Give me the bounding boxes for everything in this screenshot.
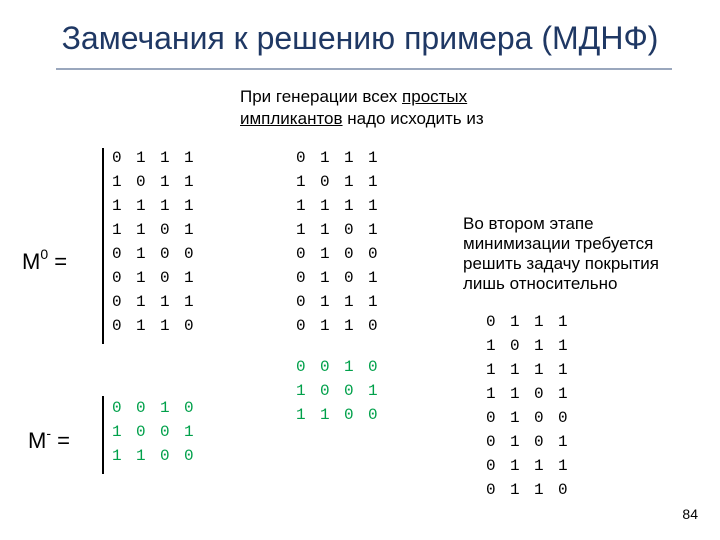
union-black-row — [296, 290, 392, 314]
union-black-cell: 1 — [344, 293, 354, 311]
m0-cell: 1 — [160, 149, 170, 167]
m0-cell: 0 — [112, 293, 122, 311]
m0-cell: 1 — [184, 197, 194, 215]
union-green-cell: 1 — [368, 382, 378, 400]
union-black-cell: 0 — [368, 245, 378, 263]
cover-cell: 1 — [510, 385, 520, 403]
mminus-label-sup: - — [46, 425, 51, 441]
m0-cell: 1 — [184, 173, 194, 191]
union-black-cell: 1 — [368, 269, 378, 287]
cover-cell: 0 — [558, 481, 568, 499]
cover-row — [486, 382, 582, 406]
cover-cell: 1 — [534, 337, 544, 355]
m0-cell: 1 — [136, 269, 146, 287]
union-black-cell: 0 — [320, 173, 330, 191]
note-top-prefix: При генерации всех — [240, 87, 403, 106]
union-black-cell: 1 — [320, 269, 330, 287]
title-divider — [56, 68, 672, 70]
union-green-cell: 0 — [320, 358, 330, 376]
union-black-cell: 1 — [296, 221, 306, 239]
cover-cell: 1 — [534, 457, 544, 475]
union-matrix-green — [296, 355, 392, 427]
m0-cell: 0 — [112, 317, 122, 335]
union-black-cell: 0 — [344, 269, 354, 287]
union-black-cell: 1 — [320, 245, 330, 263]
union-matrix-black — [296, 146, 392, 338]
union-black-cell: 1 — [320, 149, 330, 167]
union-black-cell: 1 — [320, 317, 330, 335]
m0-row — [112, 266, 208, 290]
union-black-cell: 0 — [344, 221, 354, 239]
cover-row — [486, 358, 582, 382]
mminus-cell: 1 — [160, 399, 170, 417]
cover-cell: 0 — [510, 337, 520, 355]
union-black-cell: 0 — [296, 269, 306, 287]
page-number: 84 — [682, 506, 698, 522]
mminus-cell: 0 — [184, 447, 194, 465]
m0-row — [112, 290, 208, 314]
union-black-row — [296, 170, 392, 194]
cover-cell: 0 — [486, 481, 496, 499]
cover-cell: 1 — [558, 385, 568, 403]
union-black-cell: 1 — [296, 173, 306, 191]
union-black-cell: 1 — [320, 221, 330, 239]
m0-cell: 0 — [136, 173, 146, 191]
m0-row — [112, 314, 208, 338]
union-green-cell: 0 — [344, 382, 354, 400]
cover-cell: 1 — [534, 361, 544, 379]
mminus-row — [112, 444, 208, 468]
m0-matrix — [112, 146, 208, 338]
cover-cell: 1 — [510, 433, 520, 451]
m0-cell: 0 — [112, 269, 122, 287]
cover-row — [486, 430, 582, 454]
mminus-left-bar — [102, 396, 104, 474]
union-black-cell: 0 — [296, 317, 306, 335]
union-black-cell: 1 — [344, 149, 354, 167]
mminus-cell: 0 — [136, 399, 146, 417]
union-black-cell: 0 — [296, 293, 306, 311]
cover-cell: 1 — [510, 313, 520, 331]
cover-row — [486, 334, 582, 358]
union-black-cell: 0 — [344, 245, 354, 263]
m0-cell: 1 — [112, 173, 122, 191]
mminus-row — [112, 420, 208, 444]
m0-cell: 0 — [184, 317, 194, 335]
cover-cell: 0 — [558, 409, 568, 427]
union-black-cell: 0 — [368, 317, 378, 335]
cover-cell: 1 — [558, 337, 568, 355]
mminus-cell: 0 — [160, 423, 170, 441]
m0-cell: 1 — [184, 221, 194, 239]
cover-cell: 0 — [534, 385, 544, 403]
cover-row — [486, 454, 582, 478]
m0-cell: 1 — [136, 245, 146, 263]
union-green-cell: 0 — [368, 358, 378, 376]
mminus-label-base: M — [28, 428, 47, 453]
note-top — [240, 86, 484, 130]
union-green-cell: 0 — [368, 406, 378, 424]
m0-cell: 0 — [112, 149, 122, 167]
m0-cell: 0 — [160, 245, 170, 263]
union-green-row — [296, 403, 392, 427]
cover-cell: 0 — [486, 433, 496, 451]
union-black-cell: 1 — [344, 197, 354, 215]
m0-cell: 1 — [136, 149, 146, 167]
m0-row — [112, 170, 208, 194]
cover-cell: 1 — [534, 313, 544, 331]
m0-cell: 1 — [136, 221, 146, 239]
cover-cell: 1 — [558, 313, 568, 331]
m0-cell: 1 — [160, 317, 170, 335]
cover-cell: 0 — [486, 409, 496, 427]
union-black-cell: 0 — [296, 245, 306, 263]
m0-cell: 1 — [136, 317, 146, 335]
union-black-cell: 1 — [368, 173, 378, 191]
m0-label-eq: = — [48, 249, 68, 274]
m0-cell: 1 — [184, 293, 194, 311]
mminus-cell: 1 — [184, 423, 194, 441]
union-black-cell: 1 — [368, 221, 378, 239]
mminus-label — [28, 425, 70, 454]
union-black-cell: 1 — [296, 197, 306, 215]
cover-row — [486, 478, 582, 502]
union-black-row — [296, 314, 392, 338]
cover-cell: 1 — [510, 409, 520, 427]
note-right-line-4: лишь относительно — [463, 274, 618, 293]
cover-cell: 1 — [510, 481, 520, 499]
note-right-line-2: минимизации требуется — [463, 234, 654, 253]
cover-cell: 0 — [534, 409, 544, 427]
union-green-cell: 0 — [344, 406, 354, 424]
union-black-cell: 1 — [320, 293, 330, 311]
union-black-row — [296, 266, 392, 290]
cover-cell: 1 — [486, 337, 496, 355]
union-black-row — [296, 242, 392, 266]
m0-cell: 1 — [112, 221, 122, 239]
m0-row — [112, 194, 208, 218]
m0-cell: 1 — [160, 197, 170, 215]
cover-row — [486, 406, 582, 430]
m0-cell: 0 — [112, 245, 122, 263]
note-top-suffix: надо исходить из — [342, 109, 484, 128]
m0-cell: 1 — [184, 269, 194, 287]
m0-cell: 1 — [112, 197, 122, 215]
union-green-cell: 0 — [320, 382, 330, 400]
union-green-cell: 1 — [296, 382, 306, 400]
union-black-cell: 1 — [368, 293, 378, 311]
m0-cell: 1 — [160, 173, 170, 191]
cover-cell: 0 — [486, 457, 496, 475]
note-top-underlined-simple: простых — [402, 87, 468, 106]
union-black-cell: 1 — [320, 197, 330, 215]
m0-label-sup: 0 — [40, 246, 49, 262]
union-black-row — [296, 218, 392, 242]
cover-cell: 1 — [558, 457, 568, 475]
m0-cell: 0 — [160, 221, 170, 239]
note-right-line-3: решить задачу покрытия — [463, 254, 659, 273]
union-green-cell: 1 — [344, 358, 354, 376]
mminus-cell: 0 — [112, 399, 122, 417]
union-green-cell: 1 — [296, 406, 306, 424]
cover-cell: 0 — [486, 313, 496, 331]
m0-row — [112, 218, 208, 242]
note-right-line-1: Во втором этапе — [463, 214, 594, 233]
mminus-cell: 1 — [112, 447, 122, 465]
cover-cell: 1 — [486, 361, 496, 379]
mminus-cell: 0 — [160, 447, 170, 465]
cover-cell: 1 — [486, 385, 496, 403]
cover-cell: 1 — [534, 481, 544, 499]
mminus-row — [112, 396, 208, 420]
union-black-cell: 0 — [296, 149, 306, 167]
mminus-cell: 1 — [112, 423, 122, 441]
m0-left-bar — [102, 148, 104, 344]
union-black-row — [296, 146, 392, 170]
m0-label — [22, 246, 67, 275]
union-green-cell: 0 — [296, 358, 306, 376]
cover-row — [486, 310, 582, 334]
m0-cell: 1 — [160, 293, 170, 311]
cover-cell: 1 — [510, 361, 520, 379]
union-black-cell: 1 — [344, 173, 354, 191]
mminus-label-eq: = — [51, 428, 70, 453]
union-green-cell: 1 — [320, 406, 330, 424]
union-green-row — [296, 379, 392, 403]
cover-cell: 1 — [558, 361, 568, 379]
union-black-row — [296, 194, 392, 218]
note-top-underlined-implicants: импликантов — [240, 109, 343, 128]
mminus-cell: 0 — [184, 399, 194, 417]
m0-label-base: M — [22, 249, 41, 274]
mminus-cell: 0 — [136, 423, 146, 441]
cover-cell: 1 — [510, 457, 520, 475]
union-black-cell: 1 — [368, 149, 378, 167]
cover-cell: 0 — [534, 433, 544, 451]
m0-cell: 1 — [184, 149, 194, 167]
union-black-cell: 1 — [368, 197, 378, 215]
m0-cell: 1 — [136, 293, 146, 311]
union-green-row — [296, 355, 392, 379]
union-black-cell: 1 — [344, 317, 354, 335]
cover-cell: 1 — [558, 433, 568, 451]
note-right — [463, 214, 659, 294]
m0-row — [112, 146, 208, 170]
cover-matrix — [486, 310, 582, 502]
m0-cell: 1 — [136, 197, 146, 215]
m0-cell: 0 — [160, 269, 170, 287]
m0-cell: 0 — [184, 245, 194, 263]
mminus-cell: 1 — [136, 447, 146, 465]
m0-row — [112, 242, 208, 266]
mminus-matrix — [112, 396, 208, 468]
slide-title: Замечания к решению примера (МДНФ) — [61, 20, 659, 56]
